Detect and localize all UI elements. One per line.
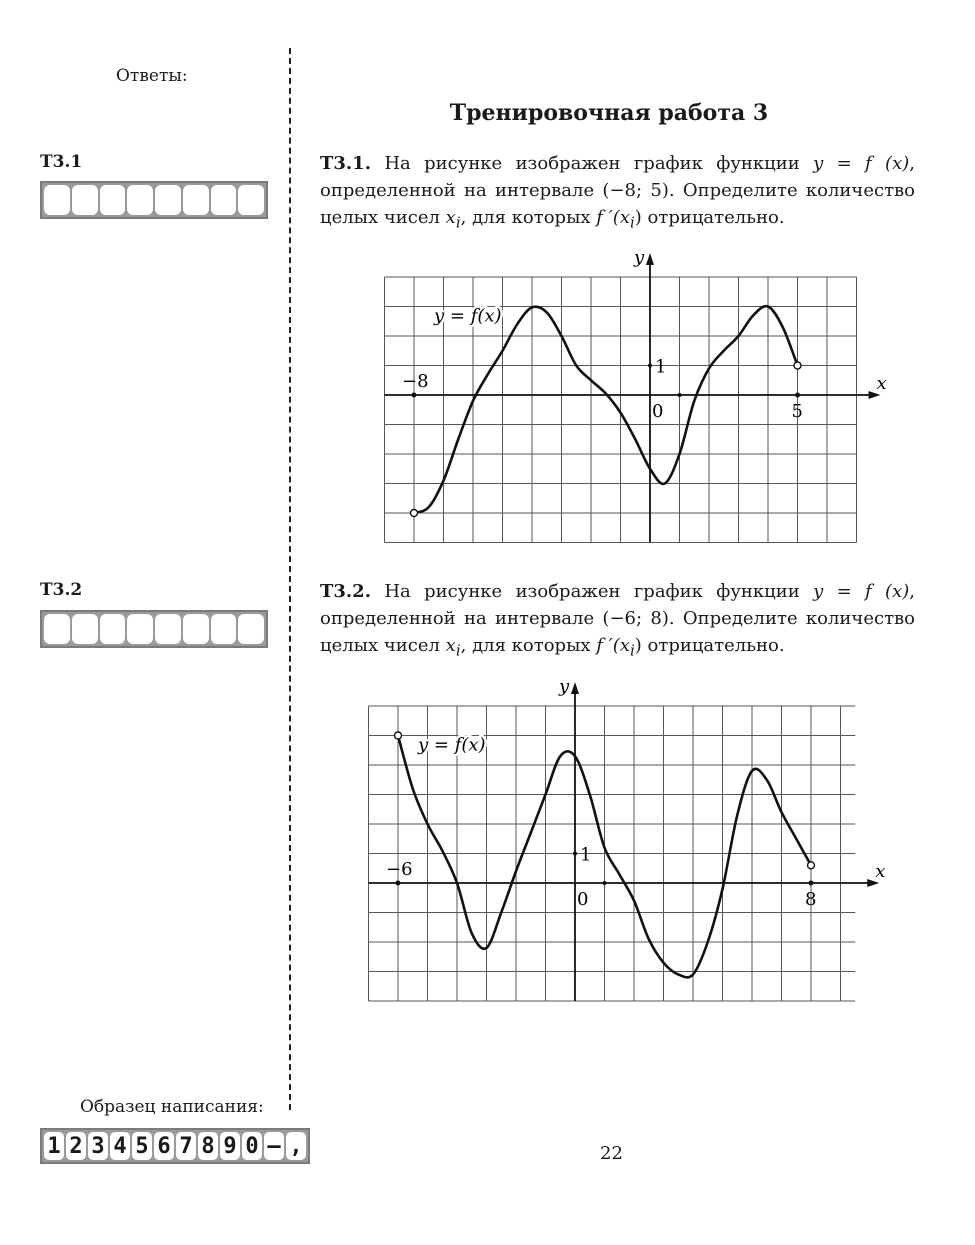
problem-derivative: f ′(x [596, 635, 630, 656]
problem-id: Т3.2. [320, 581, 371, 602]
sample-glyph: – [264, 1132, 284, 1160]
tick-label-left: −8 [402, 371, 429, 392]
problem-variable: x [445, 207, 456, 228]
problem-id: Т3.1. [320, 153, 371, 174]
problem-text: На рисунке изображен график функции [384, 581, 800, 602]
tick-label-unit: 1 [580, 844, 592, 866]
tick-label-right: 8 [805, 889, 817, 910]
sample-glyph: 4 [110, 1132, 130, 1160]
sample-glyph: 2 [66, 1132, 86, 1160]
problem-text: На рисунке изображен график функции [384, 153, 800, 174]
sample-glyph-strip [40, 1128, 310, 1164]
problem-subscript: i [455, 641, 461, 660]
sample-glyph: 3 [88, 1132, 108, 1160]
sample-glyph: 9 [220, 1132, 240, 1160]
problem-variable: x [445, 635, 456, 656]
problem-text: , определенной на интервале (−6; 8). Определите количество целых чисел [320, 581, 915, 656]
x-axis-label: x [875, 861, 886, 882]
problem-formula: y = f (x) [813, 581, 910, 602]
sample-glyph: 7 [176, 1132, 196, 1160]
problem-formula: y = f (x) [813, 153, 910, 174]
x-axis-label: x [876, 373, 887, 394]
problem-subscript: i [455, 213, 461, 232]
tick-label-right: 5 [791, 401, 803, 422]
problem-text: , для которых [460, 635, 591, 656]
open-endpoint-right [808, 862, 815, 869]
y-axis-arrow [571, 682, 579, 694]
tick-label-origin: 0 [577, 889, 589, 910]
problem-text: , определенной на интервале (−8; 5). Определите количество целых чисел [320, 153, 915, 228]
problem-text: отрицательно. [647, 207, 785, 228]
sample-glyph: 5 [132, 1132, 152, 1160]
task-label-t3-2: Т3.2 [40, 580, 83, 600]
answers-header: Ответы: [116, 66, 188, 86]
sample-glyph: 8 [198, 1132, 218, 1160]
task-label-t3-1: Т3.1 [40, 152, 83, 172]
curve-label: y = f(x) [434, 305, 502, 327]
page-number: 22 [600, 1143, 623, 1164]
tick-dot-unit-y [573, 852, 577, 856]
open-endpoint-left [395, 732, 402, 739]
problem-derivative-close: ) [634, 207, 642, 228]
sample-glyph: , [286, 1132, 306, 1160]
tick-dot-right [809, 881, 814, 886]
sample-glyph: 1 [44, 1132, 64, 1160]
curve-label: y = f(x) [418, 734, 486, 756]
y-axis-label: y [559, 676, 570, 697]
problem-text: , для которых [460, 207, 591, 228]
problem-subscript: i [629, 641, 635, 660]
tick-label-left: −6 [386, 859, 413, 880]
tick-dot-unit-x [603, 881, 607, 885]
problem-derivative: f ′(x [596, 207, 630, 228]
sample-glyph: 6 [154, 1132, 174, 1160]
tick-dot-left [396, 881, 401, 886]
tick-label-unit: 1 [655, 356, 667, 378]
y-axis-label: y [634, 247, 645, 268]
tick-label-origin: 0 [652, 401, 664, 422]
problem-subscript: i [629, 213, 635, 232]
page-title: Тренировочная работа 3 [449, 100, 769, 126]
problem-derivative-close: ) [634, 635, 642, 656]
sample-label: Образец написания: [80, 1097, 264, 1117]
problem-text: отрицательно. [647, 635, 785, 656]
sample-glyph: 0 [242, 1132, 262, 1160]
